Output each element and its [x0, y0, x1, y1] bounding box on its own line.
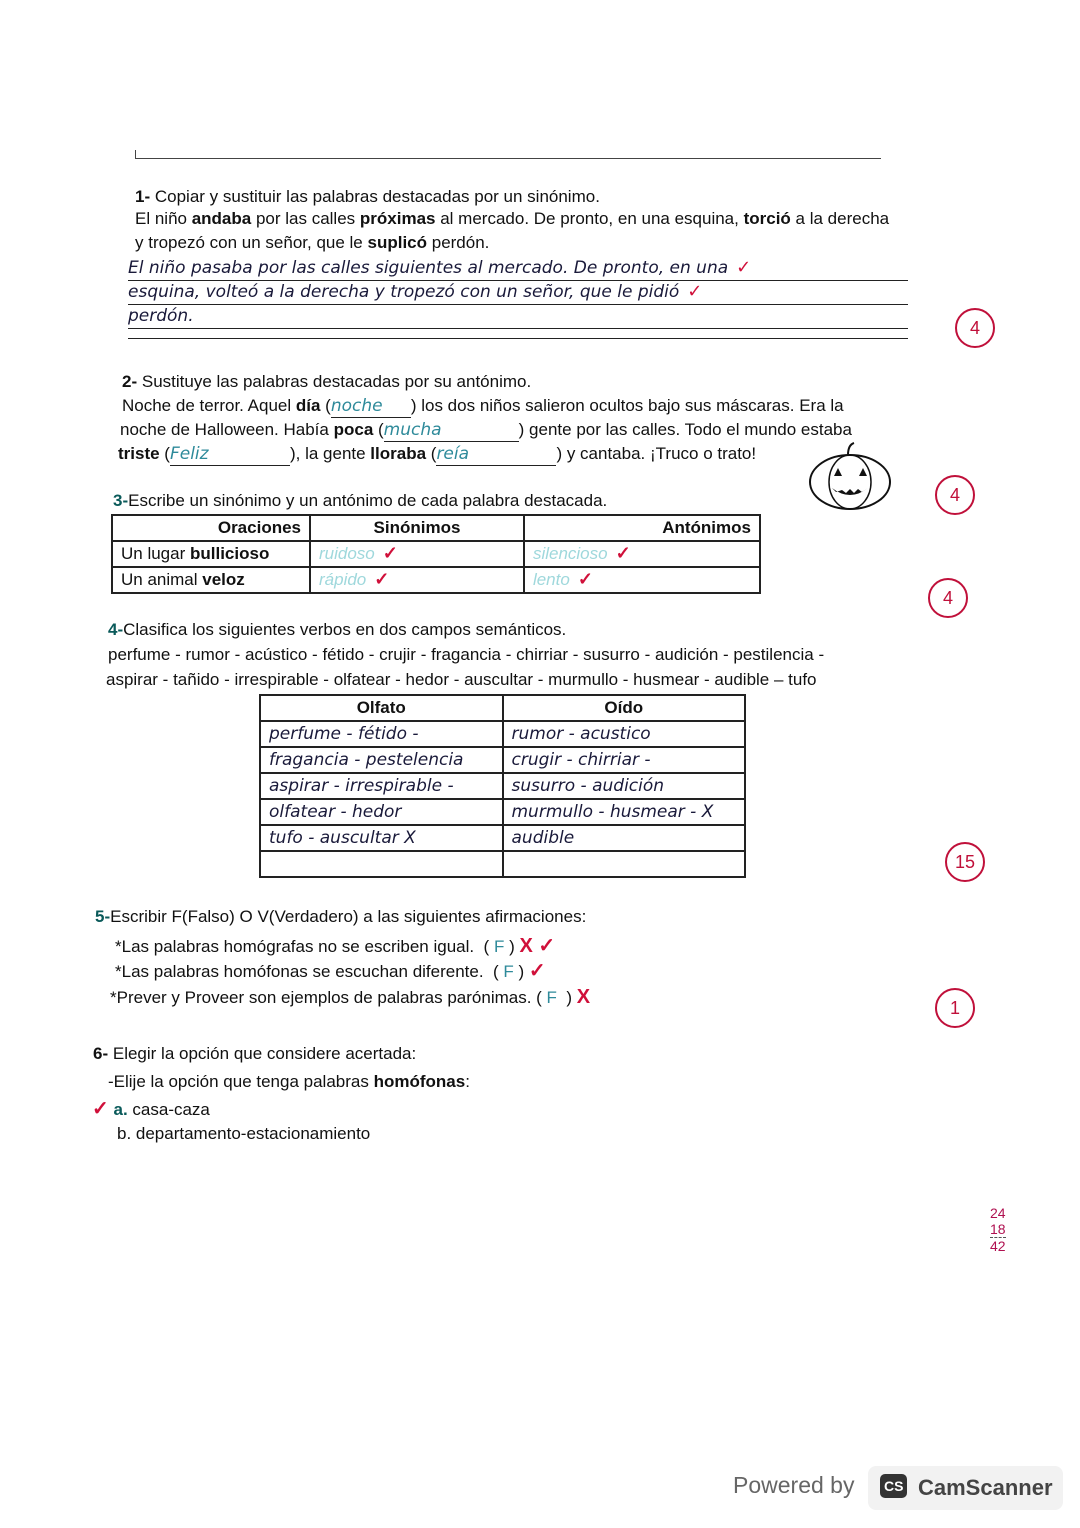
table-row: olfatear - hedor murmullo - husmear - X: [260, 799, 745, 825]
s1-title: [135, 185, 600, 209]
table-row: [260, 851, 745, 877]
table-row: perfume - fétido - rumor - acustico: [260, 721, 745, 747]
s1-answer-line-2: esquina, volteó a la derecha y tropezó con un señor, que le pidió ✓: [128, 280, 908, 305]
s3-title: 3-Escribe un sinónimo y un antónimo de cada palabra destacada.: [113, 491, 608, 510]
table-row: fragancia - pestelencia crugir - chirriar -: [260, 747, 745, 773]
s4-word-list-2: aspirar - tañido - irrespirable - olfatear - hedor - auscultar - murmullo - husmear - audible – tufo: [106, 670, 817, 689]
s5-title: 5-Escribir F(Falso) O V(Verdadero) a las siguientes afirmaciones:: [95, 907, 587, 926]
s6-option-b[interactable]: b. departamento-estacionamiento: [117, 1124, 371, 1143]
s1-answer-line-3: perdón.: [128, 304, 908, 329]
score-circle: 1: [935, 988, 975, 1028]
s6-title: 6- Elegir la opción que considere acertada:: [93, 1044, 417, 1063]
s2-answer-1: noche: [331, 395, 411, 418]
s3-table: [111, 514, 761, 594]
s2-line-2: noche de Halloween. Había poca (mucha ) gente por las calles. Todo el mundo estaba: [120, 420, 852, 440]
camscanner-logo: CS: [880, 1474, 907, 1498]
s1-number: 1-: [135, 187, 151, 206]
s6-option-a[interactable]: ✓ a. casa-caza: [92, 1098, 210, 1120]
score-circle: 15: [945, 842, 985, 882]
table-row: Un lugar bullicioso ruidoso ✓ silencioso ✓: [112, 541, 760, 567]
s2-answer-3: Feliz: [170, 443, 290, 466]
s5-item: *Las palabras homófonas se escuchan diferente. ( F ) ✓: [115, 960, 546, 982]
s4-table: [259, 694, 746, 878]
table-header-row: Olfato Oído: [260, 695, 745, 721]
score-circle: 4: [935, 475, 975, 515]
powered-by-text: Powered by: [733, 1472, 855, 1498]
s2-answer-4: reía: [436, 443, 556, 466]
s2-line-1: Noche de terror. Aquel día (noche ) los dos niños salieron ocultos bajo sus máscaras. Era la: [122, 396, 844, 416]
check-mark: ✓: [577, 569, 593, 589]
s4-title: 4-Clasifica los siguientes verbos en dos campos semánticos.: [108, 620, 567, 639]
s2-line-3: triste (Feliz ), la gente lloraba (reía ) y cantaba. ¡Truco o trato!: [118, 444, 757, 464]
table-header-row: Oraciones Sinónimos Antónimos: [112, 515, 760, 541]
score-tally: 24 18 42: [990, 1205, 1006, 1254]
camscanner-badge: [868, 1466, 1063, 1510]
table-row: aspirar - irrespirable - susurro - audición: [260, 773, 745, 799]
check-mark: ✓: [92, 1098, 109, 1120]
check-mark: ✓: [374, 569, 390, 589]
s1-blank-line: [128, 338, 908, 339]
header-border: [135, 150, 881, 159]
s1-answer-line-1: El niño pasaba por las calles siguientes al mercado. De pronto, en una ✓: [128, 256, 908, 281]
check-mark: ✓: [615, 543, 631, 563]
pumpkin-icon: [805, 440, 895, 512]
check-mark: ✓: [382, 543, 398, 563]
check-mark: ✓: [687, 281, 703, 302]
s2-answer-2: mucha: [384, 419, 519, 442]
s4-word-list-1: perfume - rumor - acústico - fétido - crujir - fragancia - chirriar - susurro - audición - pestilencia -: [108, 645, 825, 664]
score-circle: 4: [928, 578, 968, 618]
table-row: Un animal veloz rápido ✓ lento ✓: [112, 567, 760, 593]
s1-sentence-2: y tropezó con un señor, que le suplicó perdón.: [135, 233, 490, 252]
score-circle: 4: [955, 308, 995, 348]
s5-item: *Prever y Proveer son ejemplos de palabras parónimas. ( F ) X: [110, 986, 591, 1008]
s5-item: *Las palabras homógrafas no se escriben igual. ( F ) X ✓: [115, 935, 556, 957]
check-mark: ✓: [736, 257, 752, 278]
table-row: tufo - auscultar X audible: [260, 825, 745, 851]
s1-title-text: Copiar y sustituir las palabras destacadas por un sinónimo.: [154, 187, 600, 206]
s2-title: 2- Sustituye las palabras destacadas por su antónimo.: [122, 372, 532, 391]
camscanner-brand: CamScanner: [918, 1475, 1053, 1500]
s1-sentence-1: El niño andaba por las calles próximas al mercado. De pronto, en una esquina, torció a la derecha: [135, 209, 890, 228]
s6-question: -Elije la opción que tenga palabras homófonas:: [108, 1072, 470, 1091]
